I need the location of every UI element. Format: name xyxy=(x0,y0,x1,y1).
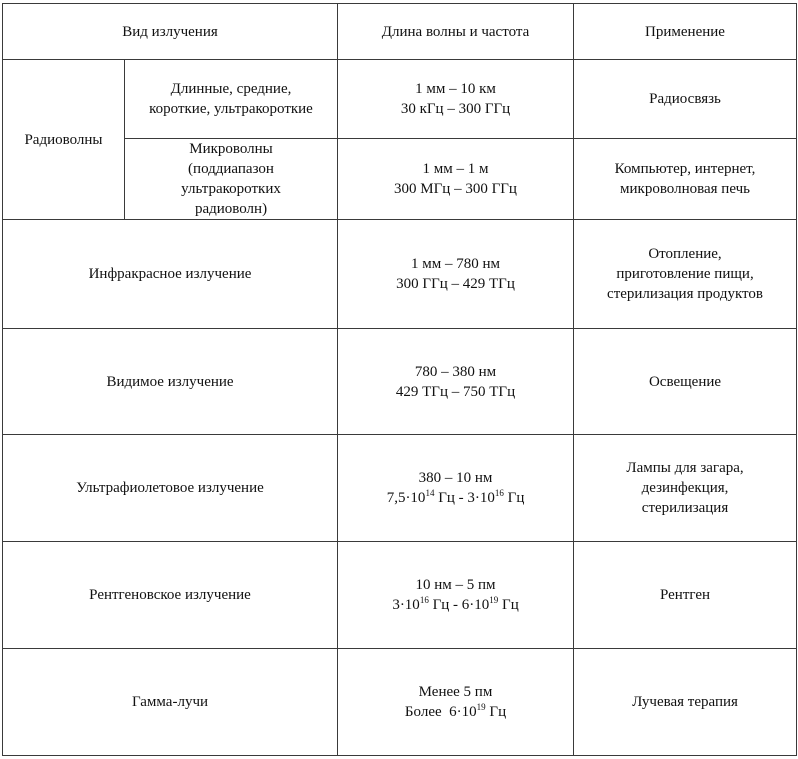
gamma-wave xyxy=(338,649,574,756)
gamma-name: Гамма-лучи xyxy=(3,649,338,756)
infrared-name: Инфракрасное излучение xyxy=(3,220,338,329)
radio-micro-name: Микроволны (поддиапазон ультракоротких радиоволн) xyxy=(125,139,338,220)
infrared-frequency: 300 ГГц – 429 ТГц xyxy=(396,276,515,292)
radiation-table xyxy=(2,3,797,756)
radio-micro-wave xyxy=(338,139,574,220)
visible-application: Освещение xyxy=(574,329,797,435)
xray-application: Рентген xyxy=(574,542,797,649)
radio-long-frequency: 30 кГц – 300 ГГц xyxy=(400,101,511,117)
infrared-wavelength: 1 мм – 780 нм xyxy=(411,256,501,272)
table-row-xray xyxy=(3,542,797,649)
visible-name: Видимое излучение xyxy=(3,329,338,435)
visible-wavelength: 780 – 380 нм xyxy=(414,363,497,380)
infrared-wave xyxy=(338,220,574,329)
radio-micro-frequency: 300 МГц – 300 ГГц xyxy=(394,181,517,197)
xray-name: Рентгеновское излучение xyxy=(3,542,338,649)
uv-wave xyxy=(338,435,574,542)
table-row-gamma xyxy=(3,649,797,756)
table-row-uv xyxy=(3,435,797,542)
uv-wavelength: 380 – 10 нм xyxy=(418,470,493,486)
radio-micro-application: Компьютер, интернет, микроволновая печь xyxy=(574,139,797,220)
radio-long-application: Радиосвязь xyxy=(574,60,797,139)
visible-wave xyxy=(338,329,574,435)
infrared-application: Отопление, приготовление пищи, стерилизация продуктов xyxy=(574,220,797,329)
uv-frequency: $7,5\cdot 10^{14}$ Гц - $3\cdot 10^{16}$ Гц xyxy=(386,488,525,506)
header-wavelength: Длина волны и частота xyxy=(338,4,574,60)
radio-micro-wavelength: 1 мм – 1 м xyxy=(422,161,489,177)
gamma-wavelength: Менее 5 пм xyxy=(418,684,493,700)
uv-application: Лампы для загара, дезинфекция, стерилизация xyxy=(574,435,797,542)
radio-long-name: Длинные, средние, короткие, ультракороткие xyxy=(125,60,338,139)
table-row-visible xyxy=(3,329,797,435)
radio-long-wavelength: 1 мм – 10 км xyxy=(415,81,496,97)
uv-name: Ультрафиолетовое излучение xyxy=(3,435,338,542)
xray-wave xyxy=(338,542,574,649)
radio-long-wave xyxy=(338,60,574,139)
table-row-radio-long xyxy=(3,60,797,139)
header-type: Вид излучения xyxy=(3,4,338,60)
xray-wavelength: 10 нм – 5 пм xyxy=(415,577,496,593)
xray-frequency: $3\cdot 10^{16}$ Гц - $6\cdot 10^{19}$ Гц xyxy=(392,595,519,613)
radio-group-label: Радиоволны xyxy=(3,60,125,220)
header-application: Применение xyxy=(574,4,797,60)
header-row xyxy=(3,4,797,60)
table-row-infrared xyxy=(3,220,797,329)
gamma-application: Лучевая терапия xyxy=(574,649,797,756)
gamma-frequency: Более $6\cdot 10^{19}$ Гц xyxy=(404,702,507,720)
visible-frequency: 429 ТГц – 750 ТГц xyxy=(395,383,516,400)
